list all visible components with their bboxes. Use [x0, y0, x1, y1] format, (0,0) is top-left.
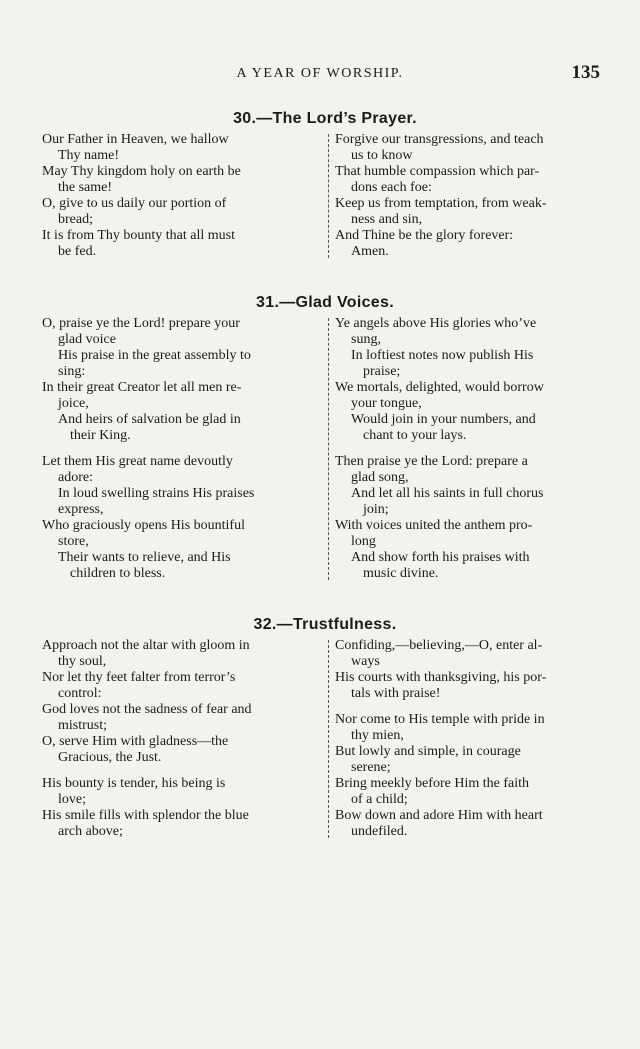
hymn-columns — [42, 132, 608, 260]
verse-line: love; — [58, 792, 86, 807]
verse-line: His courts with thanksgiving, his por- — [335, 670, 547, 685]
stanza — [42, 638, 315, 766]
verse-line: thy mien, — [351, 728, 404, 743]
running-title: A YEAR OF WORSHIP. — [236, 66, 404, 81]
verse-line: Nor come to His temple with pride in — [335, 712, 545, 727]
column-divider — [328, 318, 329, 580]
verse-line: In loud swelling strains His praises — [58, 486, 255, 501]
stanza — [42, 454, 315, 582]
running-head — [40, 62, 600, 86]
verse-line: dons each foe: — [351, 180, 432, 195]
stanza — [335, 454, 608, 582]
verse-line: God loves not the sadness of fear and — [42, 702, 252, 717]
verse-line: Nor let thy feet falter from terror’s — [42, 670, 236, 685]
verse-line: His smile fills with splendor the blue — [42, 808, 249, 823]
hymn-title: 32.—Trustfulness. — [253, 616, 397, 633]
verse-line: your tongue, — [351, 396, 422, 411]
verse-line: Approach not the altar with gloom in — [42, 638, 250, 653]
verse-line: be fed. — [58, 244, 97, 259]
verse-line: tals with praise! — [351, 686, 441, 701]
verse-line: undefiled. — [351, 824, 408, 839]
verse-line: Let them His great name devoutly — [42, 454, 233, 469]
verse-line: ness and sin, — [351, 212, 423, 227]
hymn-title: 31.—Glad Voices. — [256, 294, 394, 311]
verse-line: O, give to us daily our portion of — [42, 196, 227, 211]
verse-line: And show forth his praises with — [351, 550, 530, 565]
right-column — [325, 316, 608, 582]
verse-line: Bring meekly before Him the faith — [335, 776, 529, 791]
verse-line: In their great Creator let all men re- — [42, 380, 242, 395]
verse-line: It is from Thy bounty that all must — [42, 228, 236, 243]
stanza — [42, 316, 315, 444]
verse-line: Confiding,—believing,—O, enter al- — [335, 638, 543, 653]
verse-line: sung, — [351, 332, 381, 347]
verse-line: Then praise ye the Lord: prepare a — [335, 454, 528, 469]
left-column — [42, 638, 325, 840]
verse-line: sing: — [58, 364, 86, 379]
verse-line: That humble compassion which par- — [335, 164, 540, 179]
verse-line: praise; — [363, 364, 401, 379]
right-column — [325, 132, 608, 260]
verse-line: Bow down and adore Him with heart — [335, 808, 543, 823]
verse-line: chant to your lays. — [363, 428, 467, 443]
verse-line: Their wants to relieve, and His — [58, 550, 231, 565]
verse-line: music divine. — [363, 566, 439, 581]
verse-line: express, — [58, 502, 104, 517]
verse-line: bread; — [58, 212, 93, 227]
verse-line: thy soul, — [58, 654, 107, 669]
verse-line: Would join in your numbers, and — [351, 412, 536, 427]
verse-line: Who graciously opens His bountiful — [42, 518, 245, 533]
verse-line: long — [351, 534, 376, 549]
verse-line: O, serve Him with gladness—the — [42, 734, 229, 749]
verse-line: Keep us from temptation, from weak- — [335, 196, 547, 211]
verse-line: join; — [363, 502, 389, 517]
hymn-title: 30.—The Lord’s Prayer. — [233, 110, 417, 127]
verse-line: And let all his saints in full chorus — [351, 486, 544, 501]
verse-line: And Thine be the glory forever: — [335, 228, 514, 243]
stanza — [42, 776, 315, 840]
verse-line: May Thy kingdom holy on earth be — [42, 164, 241, 179]
verse-line: Gracious, the Just. — [58, 750, 162, 765]
verse-line: us to know — [351, 148, 413, 163]
verse-line: Ye angels above His glories who’ve — [335, 316, 537, 331]
verse-line: Forgive our transgressions, and teach — [335, 132, 544, 147]
verse-line: glad voice — [58, 332, 116, 347]
verse-line: children to bless. — [70, 566, 166, 581]
verse-line: His praise in the great assembly to — [58, 348, 251, 363]
hymn-columns — [42, 316, 608, 582]
verse-line: His bounty is tender, his being is — [42, 776, 226, 791]
verse-line: arch above; — [58, 824, 123, 839]
verse-line: Our Father in Heaven, we hallow — [42, 132, 229, 147]
hymn-32 — [42, 612, 608, 840]
stanza — [335, 132, 608, 260]
stanza — [335, 712, 608, 840]
page-number: 135 — [571, 62, 600, 83]
left-column — [42, 132, 325, 260]
verse-line: Amen. — [351, 244, 389, 259]
verse-line: And heirs of salvation be glad in — [58, 412, 241, 427]
verse-line: control: — [58, 686, 102, 701]
verse-line: glad song, — [351, 470, 409, 485]
verse-line: With voices united the anthem pro- — [335, 518, 533, 533]
stanza — [335, 316, 608, 444]
verse-line: But lowly and simple, in courage — [335, 744, 521, 759]
hymn-31 — [42, 290, 608, 582]
column-divider — [328, 134, 329, 258]
hymn-columns — [42, 638, 608, 840]
verse-line: store, — [58, 534, 89, 549]
right-column — [325, 638, 608, 840]
stanza — [335, 638, 608, 702]
verse-line: their King. — [70, 428, 131, 443]
stanza — [42, 132, 315, 260]
verse-line: serene; — [351, 760, 391, 775]
verse-line: ways — [351, 654, 380, 669]
verse-line: In loftiest notes now publish His — [351, 348, 534, 363]
verse-line: of a child; — [351, 792, 408, 807]
verse-line: joice, — [58, 396, 89, 411]
column-divider — [328, 640, 329, 838]
verse-line: adore: — [58, 470, 93, 485]
hymn-30 — [42, 106, 608, 260]
verse-line: mistrust; — [58, 718, 108, 733]
verse-line: Thy name! — [58, 148, 120, 163]
verse-line: We mortals, delighted, would borrow — [335, 380, 544, 395]
verse-line: the same! — [58, 180, 113, 195]
left-column — [42, 316, 325, 582]
verse-line: O, praise ye the Lord! prepare your — [42, 316, 240, 331]
